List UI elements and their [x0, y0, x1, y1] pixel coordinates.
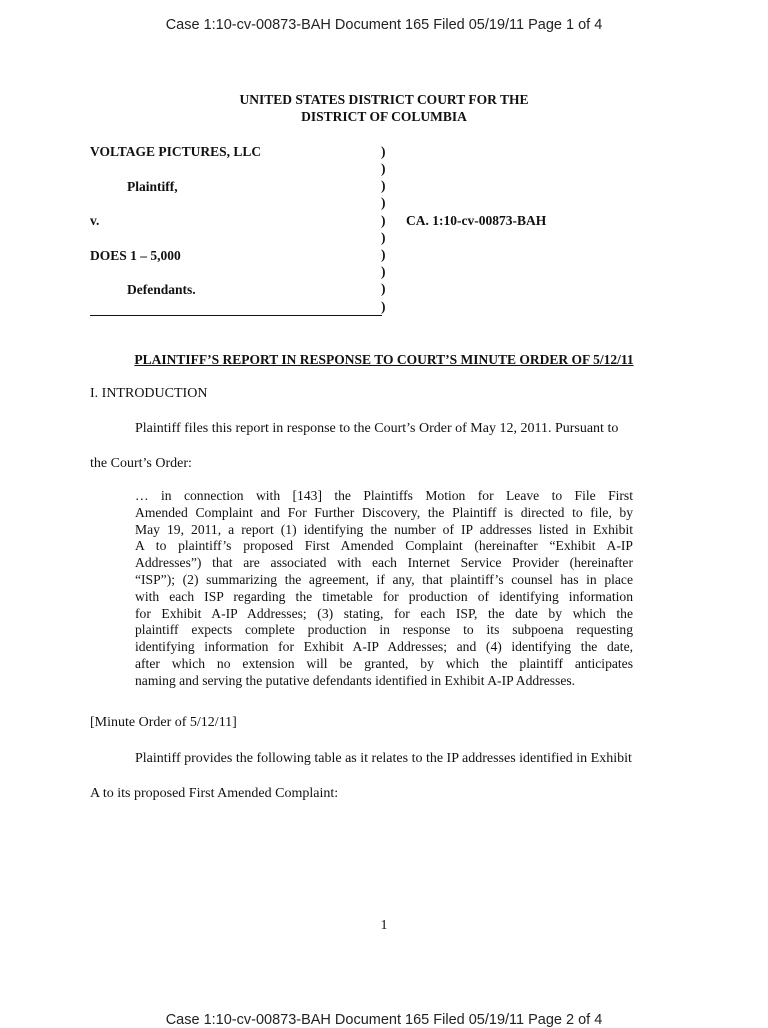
quote-line: identifying information for Exhibit A-IP Addresses; and (4) identifying the date,: [135, 639, 633, 655]
caption-paren: ): [381, 213, 386, 228]
quote-citation: [Minute Order of 5/12/11]: [90, 715, 237, 730]
court-name-line-1: UNITED STATES DISTRICT COURT FOR THE: [239, 92, 529, 107]
caption-paren: ): [381, 281, 386, 296]
paragraph-line: A to its proposed First Amended Complaint:: [90, 786, 339, 801]
block-quote: [135, 488, 633, 690]
plaintiff-role: Plaintiff,: [127, 179, 178, 194]
section-heading: I. INTRODUCTION: [90, 386, 208, 401]
court-name-line-2: DISTRICT OF COLUMBIA: [301, 109, 467, 124]
case-number: CA. 1:10-cv-00873-BAH: [406, 213, 547, 228]
versus-label: v.: [90, 213, 100, 228]
paragraph-line: Plaintiff files this report in response to the Court’s Order of May 12, 2011. Pursuant to: [135, 421, 619, 436]
quote-line: for Exhibit A-IP Addresses; (3) stating, for each ISP, the date by which the: [135, 605, 633, 621]
caption-paren: ): [381, 144, 386, 159]
page-number: 1: [380, 918, 388, 933]
defendant-name: DOES 1 – 5,000: [90, 248, 181, 263]
quote-line: “ISP”); (2) summarizing the agreement, if any, that plaintiff’s counsel has in place: [135, 571, 633, 587]
quote-line: May 19, 2011, a report (1) identifying the number of IP addresses listed in Exhibit: [135, 521, 633, 537]
caption-paren: ): [381, 230, 386, 245]
defendant-role: Defendants.: [127, 282, 196, 297]
quote-line: naming and serving the putative defendants identified in Exhibit A-IP Addresses.: [135, 672, 576, 688]
caption-paren: ): [381, 161, 386, 176]
paragraph-line: the Court’s Order:: [90, 456, 192, 471]
quote-line: after which no extension will be granted, by which the plaintiff anticipates: [135, 655, 633, 671]
quote-line: A to plaintiff’s proposed First Amended Complaint (hereinafter “Exhibit A-IP: [135, 538, 633, 554]
caption-paren: ): [381, 299, 386, 314]
quote-line: Addresses”) that are associated with each Internet Service Provider (hereinafter: [135, 555, 633, 571]
plaintiff-name: VOLTAGE PICTURES, LLC: [90, 144, 262, 159]
caption-paren: ): [381, 264, 386, 279]
caption-paren: ): [381, 247, 386, 262]
next-page-header: Case 1:10-cv-00873-BAH Document 165 Filed 05/19/11 Page 2 of 4: [165, 1012, 603, 1028]
paragraph-line: Plaintiff provides the following table as it relates to the IP addresses identified in Exhibit: [135, 751, 632, 766]
quote-line: … in connection with [143] the Plaintiffs Motion for Leave to File First: [135, 488, 633, 503]
quote-line: with each ISP regarding the timetable for production of identifying information: [135, 588, 633, 604]
caption-paren: ): [381, 195, 386, 210]
page-header: Case 1:10-cv-00873-BAH Document 165 Filed 05/19/11 Page 1 of 4: [165, 17, 603, 33]
quote-line: Amended Complaint and For Further Discovery, the Plaintiff is directed to file, by: [135, 504, 633, 520]
caption-rule: [90, 315, 382, 316]
report-title: PLAINTIFF’S REPORT IN RESPONSE TO COURT’S MINUTE ORDER OF 5/12/11: [134, 352, 634, 367]
quote-line: plaintiff expects complete production in response to its subpoena requesting: [135, 622, 633, 638]
caption-paren: ): [381, 178, 386, 193]
